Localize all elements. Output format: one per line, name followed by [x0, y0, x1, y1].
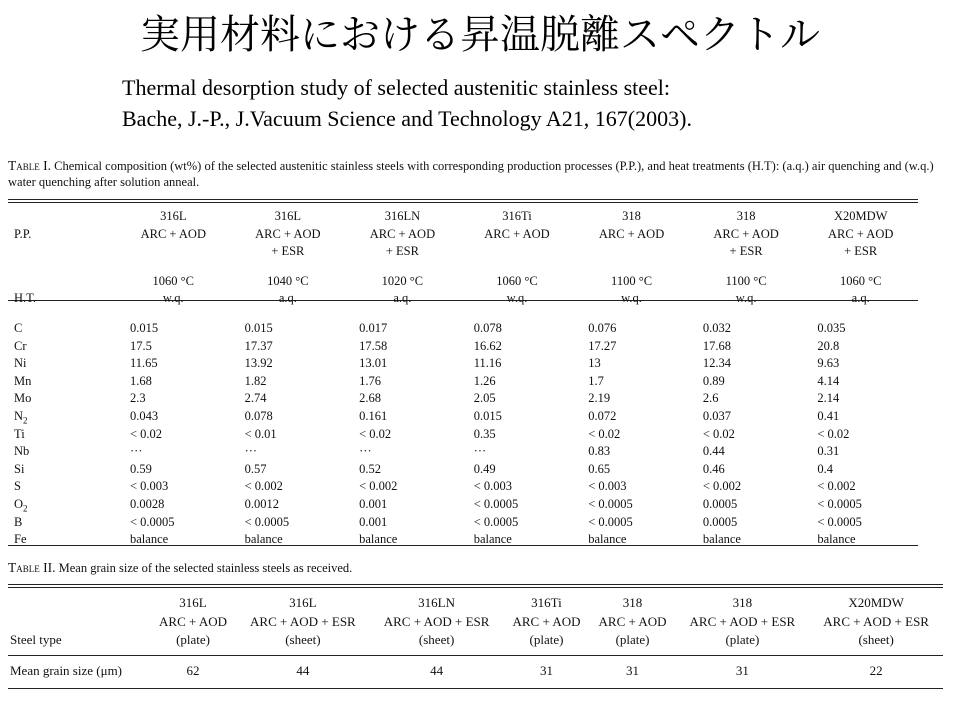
composition-value: 1.68 [130, 373, 152, 388]
gap-cell [8, 650, 150, 662]
composition-value: 1.82 [244, 373, 267, 388]
composition-value: 0.001 [359, 496, 388, 511]
header-cell: 316LN [418, 595, 456, 610]
composition-value: 1.76 [359, 373, 381, 388]
element-symbol: O [14, 496, 24, 511]
element-row [8, 443, 918, 461]
header-cell: X20MDW [833, 209, 888, 223]
composition-value: 0.31 [817, 444, 840, 459]
header-cell: 1100 °C [725, 273, 767, 288]
header-cell: w.q. [506, 291, 528, 306]
element-symbol: B [14, 514, 23, 529]
header-cell: ARC + AOD + ESR [823, 613, 929, 629]
header-cell: ARC + AOD [512, 613, 581, 629]
temperature-row [8, 273, 918, 291]
composition-value: 0.65 [588, 461, 611, 476]
composition-value: balance [817, 532, 856, 547]
composition-value: 0.4 [817, 461, 833, 476]
composition-value: < 0.01 [244, 426, 277, 441]
composition-value: 0.032 [702, 320, 731, 335]
header-cell [574, 243, 689, 261]
composition-value: 2.19 [588, 391, 611, 406]
grain-size-value: 31 [626, 663, 640, 679]
header-cell: ARC + AOD + ESR [250, 613, 356, 629]
steel-type-row [8, 631, 943, 650]
header-cell: 1060 °C [839, 273, 882, 288]
element-subscript: 2 [23, 503, 28, 514]
composition-value: < 0.003 [588, 479, 627, 494]
composition-value: 2.14 [817, 391, 840, 406]
header-cell: 316L [289, 595, 317, 610]
composition-value: 0.076 [588, 320, 617, 335]
element-label [8, 426, 116, 444]
composition-value: ··· [359, 444, 372, 459]
header-cell: 1100 °C [611, 273, 653, 288]
composition-value: < 0.0005 [817, 514, 862, 529]
element-label [8, 355, 116, 373]
header-cell: (plate) [529, 632, 564, 648]
header-cell [116, 243, 231, 261]
composition-value: 11.16 [473, 356, 502, 371]
table1-gap [8, 308, 918, 320]
header-cell: 316LN [384, 209, 421, 223]
slide-title: 実用材料における昇温脱離スペクトル [140, 12, 820, 58]
composition-value: ··· [473, 444, 487, 459]
header-cell [460, 243, 575, 261]
composition-value: 0.41 [817, 408, 840, 423]
grain-size-label: Mean grain size (μm) [10, 663, 123, 679]
composition-value: 4.14 [817, 373, 840, 388]
row-label [8, 594, 150, 613]
element-row [8, 390, 918, 408]
composition-value: < 0.0005 [473, 514, 519, 529]
composition-value: 12.34 [702, 356, 731, 371]
grain-size-value: 44 [296, 663, 310, 679]
row-label: P.P. [14, 226, 32, 241]
header-cell: ARC + AOD [159, 613, 228, 629]
table2-top-rule [8, 584, 943, 585]
element-row [8, 355, 918, 373]
header-cell: a.q. [851, 291, 870, 306]
element-symbol: Nb [14, 444, 30, 459]
composition-value: balance [244, 532, 283, 547]
header-cell: ARC + AOD [140, 226, 206, 241]
composition-value: < 0.02 [359, 426, 392, 441]
composition-value: 0.59 [130, 461, 152, 476]
composition-value: balance [588, 532, 627, 547]
element-label [8, 443, 116, 461]
header-cell: (plate) [725, 632, 760, 648]
element-symbol: N [14, 408, 24, 423]
composition-value: 0.015 [130, 320, 159, 335]
header-cell: ARC + AOD + ESR [689, 613, 796, 629]
composition-value: balance [359, 532, 398, 547]
composition-value: 0.89 [702, 373, 725, 388]
composition-value: ··· [130, 444, 143, 459]
header-cell: 1040 °C [267, 273, 309, 288]
composition-value: 0.57 [244, 461, 267, 476]
composition-value: < 0.002 [359, 479, 398, 494]
header-cell: 316L [160, 209, 187, 223]
element-row [8, 496, 918, 514]
composition-value: 0.46 [702, 461, 725, 476]
element-row [8, 338, 918, 356]
composition-value: 0.072 [588, 408, 617, 423]
row-label: H.T. [14, 291, 36, 306]
composition-value: balance [473, 532, 512, 547]
element-symbol: Si [14, 461, 25, 476]
composition-value: 17.27 [588, 338, 617, 353]
element-row [8, 408, 918, 426]
element-label [8, 496, 116, 514]
header-cell: (sheet) [418, 632, 455, 648]
composition-value: 0.078 [473, 320, 502, 335]
composition-value: < 0.02 [588, 426, 621, 441]
composition-value: 0.037 [702, 408, 731, 423]
table1-top-rule-2 [8, 202, 918, 203]
element-label [8, 461, 116, 479]
element-row [8, 514, 918, 532]
header-cell: ARC + AOD [598, 613, 667, 629]
element-symbol: Ni [14, 356, 27, 371]
composition-value: 13 [588, 356, 601, 371]
composition-value: < 0.0005 [817, 496, 862, 511]
composition-value: 11.65 [130, 356, 158, 371]
element-row [8, 478, 918, 496]
composition-value: 0.017 [359, 320, 388, 335]
composition-value: 13.01 [359, 356, 388, 371]
composition-value: 1.26 [473, 373, 496, 388]
composition-value: 0.078 [244, 408, 273, 423]
header-cell: (sheet) [858, 632, 894, 648]
gap-cell [8, 261, 116, 273]
composition-value: 17.68 [702, 338, 731, 353]
composition-value: < 0.0005 [244, 514, 290, 529]
composition-value: 2.74 [244, 391, 267, 406]
element-row [8, 373, 918, 391]
row-label: Steel type [10, 632, 62, 648]
composition-value: balance [702, 532, 741, 547]
composition-value: 0.0005 [702, 514, 738, 529]
header-cell: + ESR [271, 244, 305, 259]
row-label [8, 208, 116, 226]
table2-gap [8, 650, 943, 662]
composition-value: < 0.02 [130, 426, 163, 441]
composition-value: 0.043 [130, 408, 159, 423]
header-cell: ARC + AOD [598, 226, 665, 241]
citation-line-2: Bache, J.-P., J.Vacuum Science and Technology A21, 167(2003). [122, 106, 692, 131]
composition-table [8, 208, 918, 549]
header-cell: w.q. [621, 291, 642, 306]
header-cell: 318 [736, 209, 756, 223]
grain-size-table [8, 594, 943, 681]
element-label [8, 514, 116, 532]
element-label [8, 531, 116, 549]
element-label [8, 338, 116, 356]
composition-value: ··· [244, 444, 258, 459]
grain-size-value: 31 [539, 663, 553, 679]
header-cell: ARC + AOD [484, 226, 550, 241]
citation-line-1: Thermal desorption study of selected austenitic stainless steel: [122, 75, 671, 100]
composition-value: 16.62 [473, 338, 502, 353]
composition-value: 0.52 [359, 461, 381, 476]
header-cell: ARC + AOD [369, 226, 436, 241]
header-cell: 318 [622, 595, 643, 610]
composition-value: < 0.0005 [130, 514, 175, 529]
table2-caption [8, 560, 953, 576]
grain-size-value: 62 [186, 663, 200, 679]
element-label [8, 408, 116, 426]
composition-value: < 0.002 [702, 479, 742, 494]
composition-value: 2.05 [473, 391, 496, 406]
grain-size-value: 44 [430, 663, 444, 679]
element-symbol: Ti [14, 426, 25, 441]
header-cell: 1060 °C [152, 273, 195, 288]
header-cell: 318 [732, 595, 753, 610]
ht-row [8, 290, 918, 308]
composition-value: < 0.0005 [473, 496, 519, 511]
header-cell: 1020 °C [381, 273, 424, 288]
composition-value: < 0.02 [817, 426, 850, 441]
composition-value: 0.44 [702, 444, 725, 459]
steel-header-row [8, 208, 918, 226]
element-subscript: 2 [23, 415, 28, 426]
composition-value: < 0.002 [244, 479, 283, 494]
element-symbol: Mn [14, 373, 32, 388]
table1-caption [8, 158, 953, 190]
table2-label: Table II. [8, 560, 56, 575]
composition-value: < 0.02 [702, 426, 735, 441]
composition-value: 0.161 [359, 408, 388, 423]
element-label [8, 320, 116, 338]
element-label [8, 390, 116, 408]
header-cell: w.q. [162, 291, 184, 306]
composition-value: 0.001 [359, 514, 388, 529]
composition-value: 1.7 [588, 373, 604, 388]
composition-value: 0.0012 [244, 496, 279, 511]
grain-size-row [8, 662, 943, 681]
grain-size-value: 22 [869, 663, 883, 679]
pp-row [8, 226, 918, 244]
grain-size-value: 31 [735, 663, 749, 679]
composition-value: 0.49 [473, 461, 496, 476]
row-label [8, 273, 116, 291]
composition-value: 17.5 [130, 338, 152, 353]
element-label [8, 373, 116, 391]
header-cell: ARC + AOD [255, 226, 321, 241]
header-cell: w.q. [735, 291, 757, 306]
table1-label: Table I. [8, 158, 51, 173]
composition-value: < 0.002 [817, 479, 856, 494]
header-cell: (plate) [176, 632, 210, 648]
composition-value: 0.0028 [130, 496, 165, 511]
composition-value: < 0.003 [130, 479, 169, 494]
element-symbol: Fe [14, 532, 27, 547]
header-cell: 1060 °C [496, 273, 538, 288]
header-cell: 316Ti [502, 209, 532, 223]
composition-value: balance [130, 532, 169, 547]
header-cell: + ESR [729, 244, 763, 259]
table2-top-rule-2 [8, 587, 943, 588]
pp-row-2 [8, 243, 918, 261]
table1-caption-text: Chemical composition (wt%) of the selected austenitic stainless steels with corresponding production processes (P.P.), and heat treatments (H.T): (a.q.) air quenching and (w.q.) water quenching after solution anneal. [8, 159, 934, 189]
header-cell: (sheet) [285, 632, 321, 648]
header-cell: X20MDW [848, 595, 904, 610]
composition-value: 9.63 [817, 356, 840, 371]
composition-value: 17.58 [359, 338, 388, 353]
header-cell: ARC + AOD + ESR [383, 613, 490, 629]
element-row [8, 320, 918, 338]
header-cell: 318 [622, 209, 641, 223]
header-cell: 316L [179, 595, 207, 610]
table2-bottom-rule [8, 688, 943, 689]
composition-value: < 0.0005 [588, 496, 633, 511]
gap-cell [8, 308, 116, 320]
composition-value: 2.6 [702, 391, 719, 406]
header-cell: + ESR [844, 244, 878, 259]
citation [122, 72, 692, 134]
row-label [8, 613, 150, 632]
composition-value: < 0.003 [473, 479, 512, 494]
process-row [8, 613, 943, 632]
composition-value: 0.015 [473, 408, 502, 423]
steel-header-row [8, 594, 943, 613]
composition-value: 0.0005 [702, 496, 738, 511]
header-cell: ARC + AOD [827, 226, 894, 241]
header-cell: ARC + AOD [713, 226, 779, 241]
element-symbol: C [14, 320, 23, 335]
composition-value: 0.83 [588, 444, 611, 459]
composition-value: 17.37 [244, 338, 273, 353]
header-cell: 316L [274, 209, 302, 223]
table2-caption-text: Mean grain size of the selected stainless steels as received. [58, 561, 353, 575]
header-cell: (plate) [615, 632, 650, 648]
element-row [8, 461, 918, 479]
composition-value: 2.3 [130, 391, 146, 406]
composition-value: < 0.0005 [588, 514, 633, 529]
row-label [8, 243, 116, 261]
table1-top-rule [8, 199, 918, 200]
table1-gap [8, 261, 918, 273]
element-row [8, 531, 918, 549]
element-label [8, 478, 116, 496]
composition-value: 0.035 [817, 320, 846, 335]
element-symbol: S [14, 479, 21, 494]
header-cell: 316Ti [531, 595, 562, 610]
composition-value: 2.68 [359, 391, 381, 406]
composition-value: 0.015 [244, 320, 273, 335]
element-symbol: Mo [14, 391, 32, 406]
composition-value: 20.8 [817, 338, 840, 353]
element-row [8, 426, 918, 444]
header-cell: + ESR [385, 244, 419, 259]
composition-value: 13.92 [244, 356, 273, 371]
header-cell: a.q. [393, 291, 412, 306]
header-cell: a.q. [278, 291, 297, 306]
composition-value: 0.35 [473, 426, 496, 441]
element-symbol: Cr [14, 338, 27, 353]
